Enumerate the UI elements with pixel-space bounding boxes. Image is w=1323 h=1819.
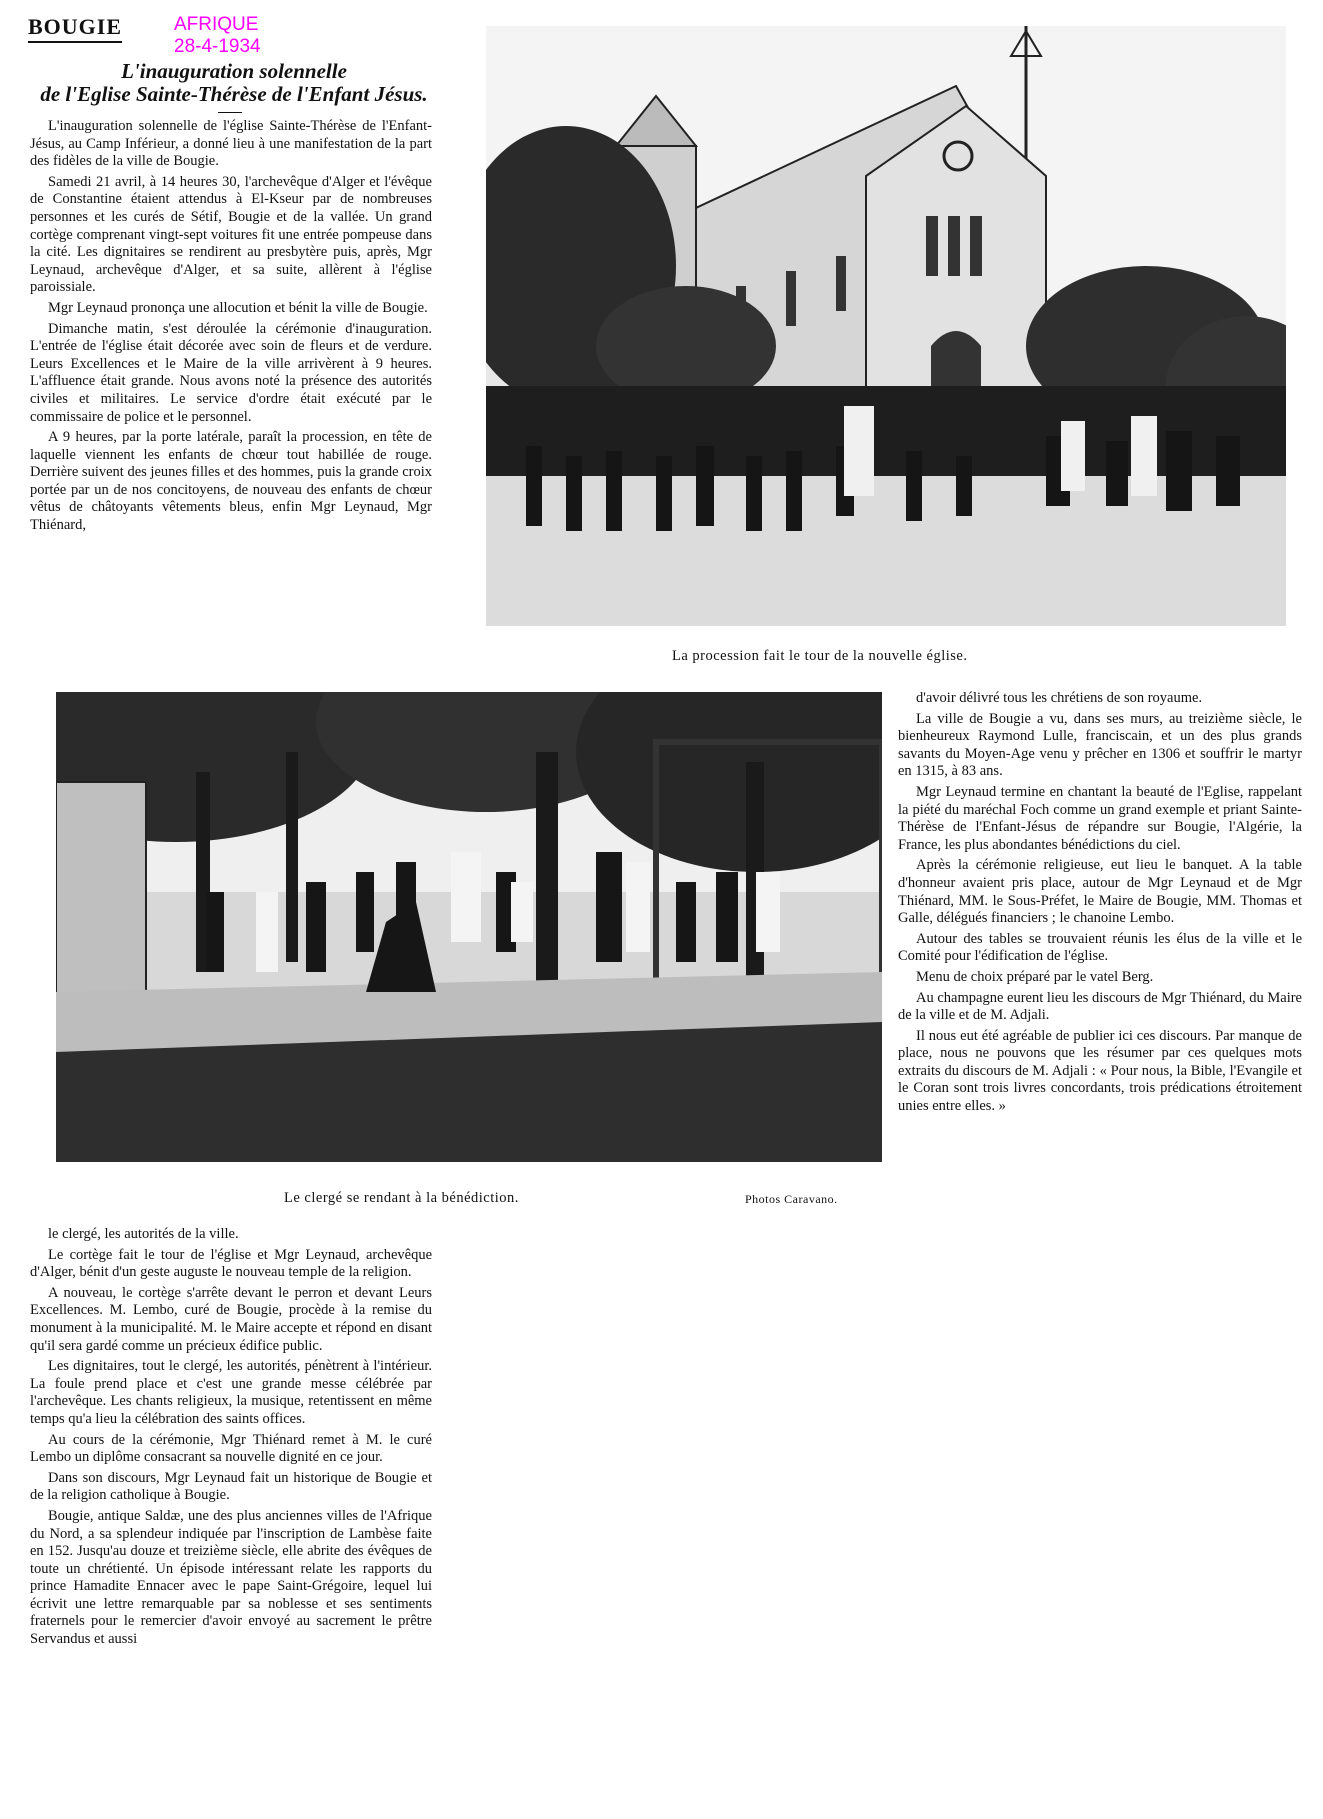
photo-caption-procession: La procession fait le tour de la nouvelle église.	[672, 648, 968, 664]
paragraph: Après la cérémonie religieuse, eut lieu le banquet. A la table d'honneur avaient pris place, autour de Mgr Leynaud et de Mgr Thiénard, MM. le Sous-Préfet, le Maire de Bougie, MM. Thomas et Galle, délégués financiers ; le chanoine Lembo.	[898, 857, 1302, 927]
headline-line-1: L'inauguration solennelle	[121, 59, 347, 83]
article-headline	[28, 60, 440, 106]
article-column-3	[30, 1226, 432, 1652]
source-name: AFRIQUE	[174, 14, 259, 35]
paragraph: le clergé, les autorités de la ville.	[48, 1226, 239, 1242]
paragraph: La ville de Bougie a vu, dans ses murs, au treizième siècle, le bienheureux Raymond Lulle, franciscain, et un des plus grands savants du Moyen-Age venu y prêcher en 1306 et souffrir le martyr en 1315, à 83 ans.	[898, 710, 1302, 780]
paragraph: Bougie, antique Saldæ, une des plus anciennes villes de l'Afrique du Nord, a sa splendeur indiquée par l'inscription de Lambèse faite en 152. Jusqu'au douze et treizième siècle, elle abrite des évêques de toute un chrétienté. Un épisode intéressant relate les rapports du prince Hamadite Ennacer avec le pape Saint-Grégoire, lequel lui écrivit une lettre remarquable par sa noblesse et ses sentiments fraternels pour le remercier d'avoir envoyé au sacrement le prêtre Servandus et aussi	[30, 1507, 432, 1648]
paragraph: Samedi 21 avril, à 14 heures 30, l'archevêque d'Alger et l'évêque de Constantine étaient attendus à El-Kseur par de nombreuses personnes et les curés de Sétif, Bougie et de la vallée. Un grand cortège comprenant vingt-sept voitures fit une entrée pompeuse dans la cité. Les dignitaires se rendirent au presbytère puis, après, Mgr Leynaud, archevêque d'Alger, et sa suite, allèrent à l'église paroissiale.	[30, 173, 432, 296]
headline-rule	[218, 112, 242, 113]
article-column-2	[898, 690, 1302, 1119]
paragraph: Mgr Leynaud prononça une allocution et bénit la ville de Bougie.	[48, 299, 428, 316]
photo-credit: Photos Caravano.	[745, 1192, 838, 1206]
paragraph: Au cours de la cérémonie, Mgr Thiénard remet à M. le curé Lembo un diplôme consacrant sa nouvelle dignité en ce jour.	[30, 1431, 432, 1466]
paragraph: Au champagne eurent lieu les discours de Mgr Thiénard, du Maire de la ville et de M. Adjali.	[898, 989, 1302, 1024]
paragraph: L'inauguration solennelle de l'église Sainte-Thérèse de l'Enfant-Jésus, au Camp Inférieur, a donné lieu à une manifestation de la part des fidèles de la ville de Bougie.	[30, 118, 432, 170]
paragraph: Il nous eut été agréable de publier ici ces discours. Par manque de place, nous ne pouvons que les résumer par ces quelques mots extraits du discours de M. Adjali : « Pour nous, la Bible, l'Evangile et le Coran sont trois livres concordants, trois prédications étroitement unies entre elles. »	[898, 1027, 1302, 1115]
source-date: 28-4-1934	[174, 36, 261, 57]
photo-caption-clergy: Le clergé se rendant à la bénédiction.	[284, 1190, 519, 1206]
article-column-1	[30, 118, 432, 538]
paragraph: Menu de choix préparé par le vatel Berg.	[916, 968, 1154, 985]
paragraph: A 9 heures, par la porte latérale, paraît la procession, en tête de laquelle viennent les enfants de chœur tout habillée de rouge. Derrière suivent des jeunes filles et des hommes, puis la grande croix portée par un de nos concitoyens, de nouveau des enfants de chœur vêtus de châtoyants vêtements bleus, enfin Mgr Leynaud, Mgr Thiénard,	[30, 429, 432, 534]
paragraph: Autour des tables se trouvaient réunis les élus de la ville et le Comité pour l'édification de l'église.	[898, 930, 1302, 965]
paragraph: Dans son discours, Mgr Leynaud fait un historique de Bougie et de la religion catholique à Bougie.	[30, 1469, 432, 1504]
photo-clergy-benediction	[56, 692, 882, 1162]
source-label	[174, 14, 261, 58]
paragraph: Dimanche matin, s'est déroulée la cérémonie d'inauguration. L'entrée de l'église était décorée avec soin de fleurs et de verdure. Leurs Excellences et le Maire de la ville arrivèrent à 9 heures. L'affluence était grande. Nous avons noté la présence des autorités civiles et militaires. Le service d'ordre était exécuté par le commissaire de police et le personnel.	[30, 320, 432, 425]
paragraph: Mgr Leynaud termine en chantant la beauté de l'Eglise, rappelant la piété du maréchal Foch comme un grand exemple et priant Sainte-Thérèse de l'Enfant-Jésus de répandre sur Bougie, l'Algérie, la France, les plus abondantes bénédictions du ciel.	[898, 783, 1302, 853]
photo-church-procession	[486, 26, 1286, 626]
paragraph: Le cortège fait le tour de l'église et Mgr Leynaud, archevêque d'Alger, bénit d'un geste auguste le nouveau temple de la religion.	[30, 1246, 432, 1281]
headline-line-2: de l'Eglise Sainte-Thérèse de l'Enfant Jésus.	[40, 82, 428, 106]
paragraph: d'avoir délivré tous les chrétiens de son royaume.	[916, 690, 1203, 706]
paragraph: A nouveau, le cortège s'arrête devant le perron et devant Leurs Excellences. M. Lembo, curé de Bougie, procède à la remise du monument à la municipalité. M. le Maire accepte et répond en disant qu'il sera gardé comme un précieux édifice public.	[30, 1284, 432, 1354]
paragraph: Les dignitaires, tout le clergé, les autorités, pénètrent à l'intérieur. La foule prend place et c'est une grande messe célébrée par l'archevêque. Les chants religieux, la musique, retentissent en même temps qu'a lieu la célébration des saints offices.	[30, 1358, 432, 1427]
section-title: BOUGIE	[28, 14, 122, 43]
